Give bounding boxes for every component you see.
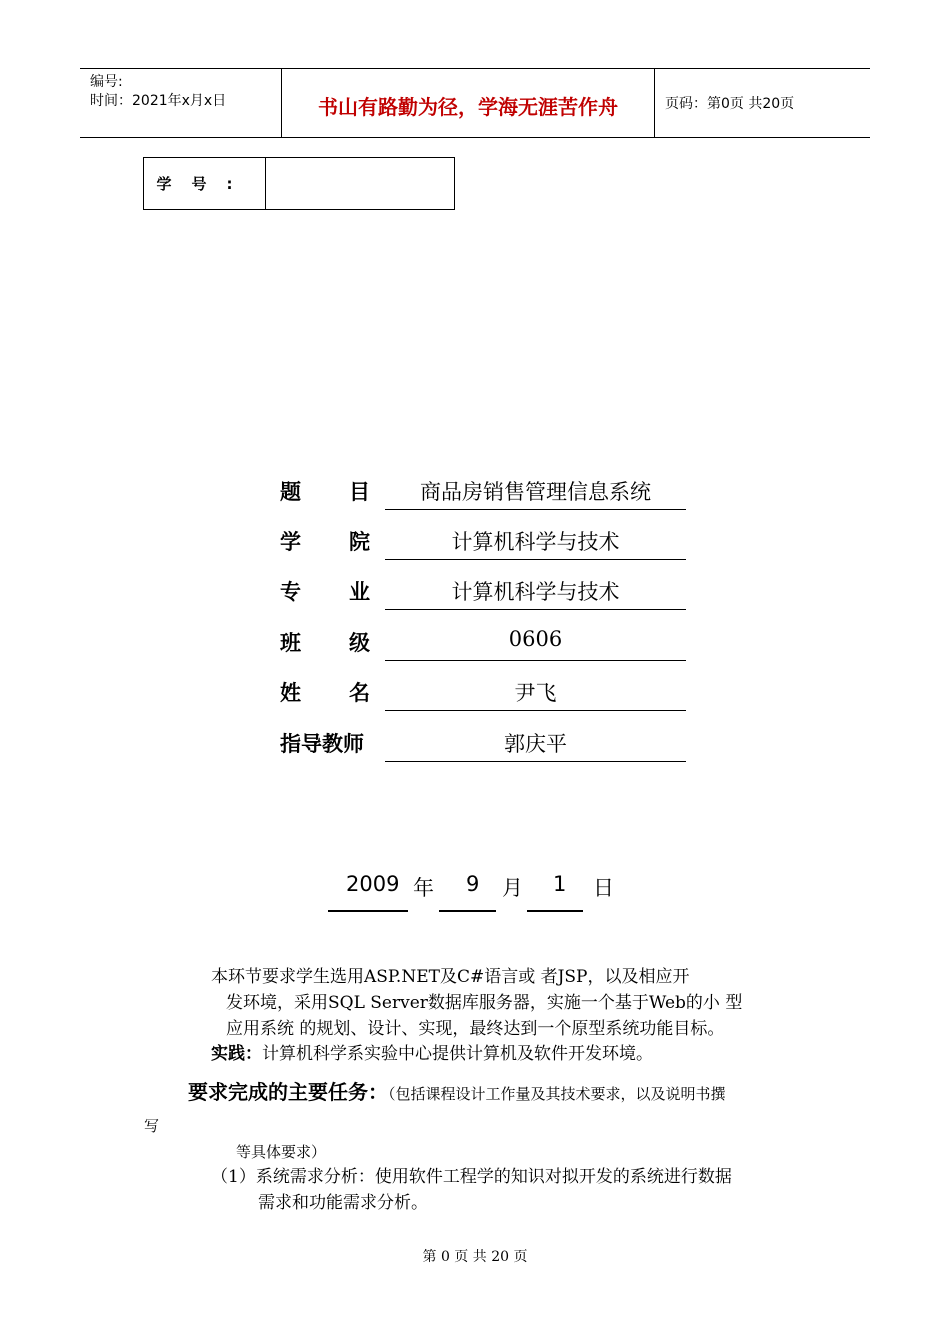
document-header <box>80 68 870 138</box>
header-meta-cell <box>80 69 282 137</box>
info-value: 尹飞 <box>514 681 557 705</box>
info-value: 计算机科学与技术 <box>451 530 620 554</box>
tasks-note-end: 等具体要求） <box>236 1143 327 1161</box>
info-key-char: 目 <box>349 479 370 504</box>
tasks-note: （包括课程设计工作量及其技术要求，以及说明书撰 <box>388 1085 726 1103</box>
info-underline <box>385 609 686 610</box>
student-id-value <box>266 158 454 209</box>
date-month: 9 <box>466 872 480 896</box>
date-day-unit: 日 <box>593 876 614 900</box>
motto: 书山有路勤为径，学海无涯苦作舟 <box>318 95 618 119</box>
page-footer: 第 0 页 共 20 页 <box>422 1249 528 1265</box>
body-line-2: 发环境，采用SQL Server数据库服务器，实施一个基于Web的小 型 <box>226 993 743 1013</box>
info-value: 0606 <box>508 627 563 651</box>
date-year-unit: 年 <box>413 876 434 900</box>
header-motto-cell <box>282 69 655 137</box>
info-row-class <box>280 619 686 669</box>
info-row-advisor <box>280 720 686 770</box>
date-day-underline <box>527 910 583 912</box>
info-row-major <box>280 568 686 618</box>
practice-label: 实践： <box>211 1044 262 1064</box>
info-underline <box>385 761 686 762</box>
info-underline <box>385 710 686 711</box>
task-item-1-line-b: 需求和功能需求分析。 <box>258 1193 428 1213</box>
info-key: 学 院 <box>280 529 370 554</box>
date-month-underline <box>439 910 496 912</box>
tasks-label: 要求完成的主要任务： <box>188 1080 388 1104</box>
student-id-box <box>143 157 455 210</box>
date-day: 1 <box>553 872 567 896</box>
info-key-char: 题 <box>280 479 301 504</box>
info-key <box>280 476 370 506</box>
task-item-1-line-a: （1）系统需求分析：使用软件工程学的知识对拟开发的系统进行数据 <box>211 1167 732 1187</box>
body-line-3: 应用系统 的规划、设计、实现，最终达到一个原型系统功能目标。 <box>226 1019 725 1039</box>
info-row-college <box>280 518 686 568</box>
info-row-title <box>280 468 686 518</box>
tasks-note-wrap: 写 <box>144 1117 160 1135</box>
info-key: 姓 名 <box>280 680 370 705</box>
info-underline <box>385 509 686 510</box>
time-label: 时间：2021年x月x日 <box>90 93 227 109</box>
header-page-cell <box>655 69 870 137</box>
info-value: 计算机科学与技术 <box>451 580 620 604</box>
info-row-name <box>280 669 686 719</box>
info-key: 专 业 <box>280 579 370 604</box>
tasks-heading-line <box>188 1076 726 1105</box>
body-line-1: 本环节要求学生选用ASP.NET及C#语言或 者JSP，以及相应开 <box>211 967 690 987</box>
info-value: 郭庆平 <box>504 732 567 756</box>
info-underline <box>385 559 686 560</box>
practice-line <box>211 1041 653 1067</box>
info-value: 商品房销售管理信息系统 <box>420 480 651 504</box>
info-underline <box>385 660 686 661</box>
date-month-unit: 月 <box>502 876 523 900</box>
practice-text: 计算机科学系实验中心提供计算机及软件开发环境。 <box>262 1044 653 1064</box>
page-info: 页码：第0页 共20页 <box>665 96 795 112</box>
student-id-label: 学号: <box>144 158 266 209</box>
number-label: 编号: <box>90 74 123 90</box>
info-key: 指导教师 <box>280 731 364 756</box>
info-key: 班 级 <box>280 630 370 655</box>
date-year-underline <box>328 910 408 912</box>
date-year: 2009 <box>346 872 400 896</box>
